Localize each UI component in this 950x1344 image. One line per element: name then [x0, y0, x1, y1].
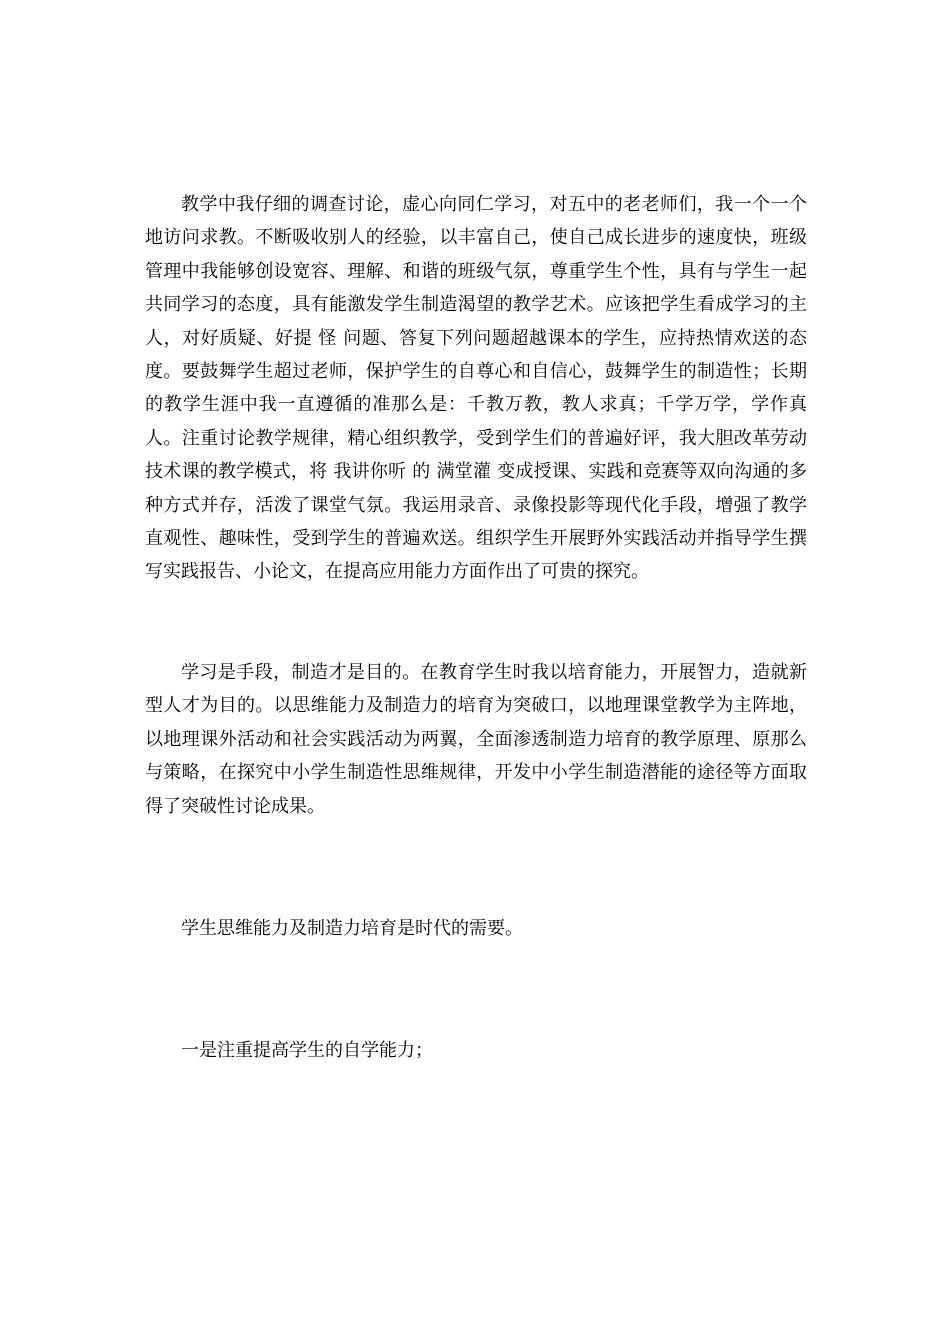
paragraph-learning-creation: 学习是手段，制造才是目的。在教育学生时我以培育能力，开展智力，造就新型人才为目的。以思维能力及制造力的培育为突破口，以地理课堂教学为主阵地，以地理课外活动和社会实践活动为两翼，全面渗透制造力培育的教学原理、原那么与策略，在探究中小学生制造性思维规律，开发中小学生制造潜能的途径等方面取得了突破性讨论成果。	[145, 661, 807, 817]
document-body	[145, 188, 807, 1068]
paragraph-era-needs: 学生思维能力及制造力培育是时代的需要。	[181, 917, 523, 939]
paragraph-teaching-practice: 教学中我仔细的调查讨论，虚心向同仁学习，对五中的老老师们，我一个一个地访问求教。不断吸收别人的经验，以丰富自己，使自己成长进步的速度快，班级管理中我能够创设宽容、理解、和谐的班级气氛，尊重学生个性，具有与学生一起共同学习的态度，具有能激发学生制造渴望的教学艺术。应该把学生看成学习的主人，对好质疑、好提 怪 问题、答复下列问题超越课本的学生，应持热情欢送的态度。要鼓舞学生超过老师，保护学生的自尊心和自信心，鼓舞学生的制造性；长期的教学生涯中我一直遵循的准那么是：千教万教，教人求真；千学万学，学作真人。注重讨论教学规律，精心组织教学，受到学生们的普遍好评，我大胆改革劳动技术课的教学模式，将 我讲你听 的 满堂灌 变成授课、实践和竞赛等双向沟通的多种方式并存，活泼了课堂气氛。我运用录音、录像投影等现代化手段，增强了教学直观性、趣味性，受到学生的普遍欢送。组织学生开展野外实践活动并指导学生撰写实践报告、小论文，在提高应用能力方面作出了可贵的探究。	[145, 194, 807, 583]
paragraph-self-study: 一是注重提高学生的自学能力；	[181, 1040, 433, 1062]
